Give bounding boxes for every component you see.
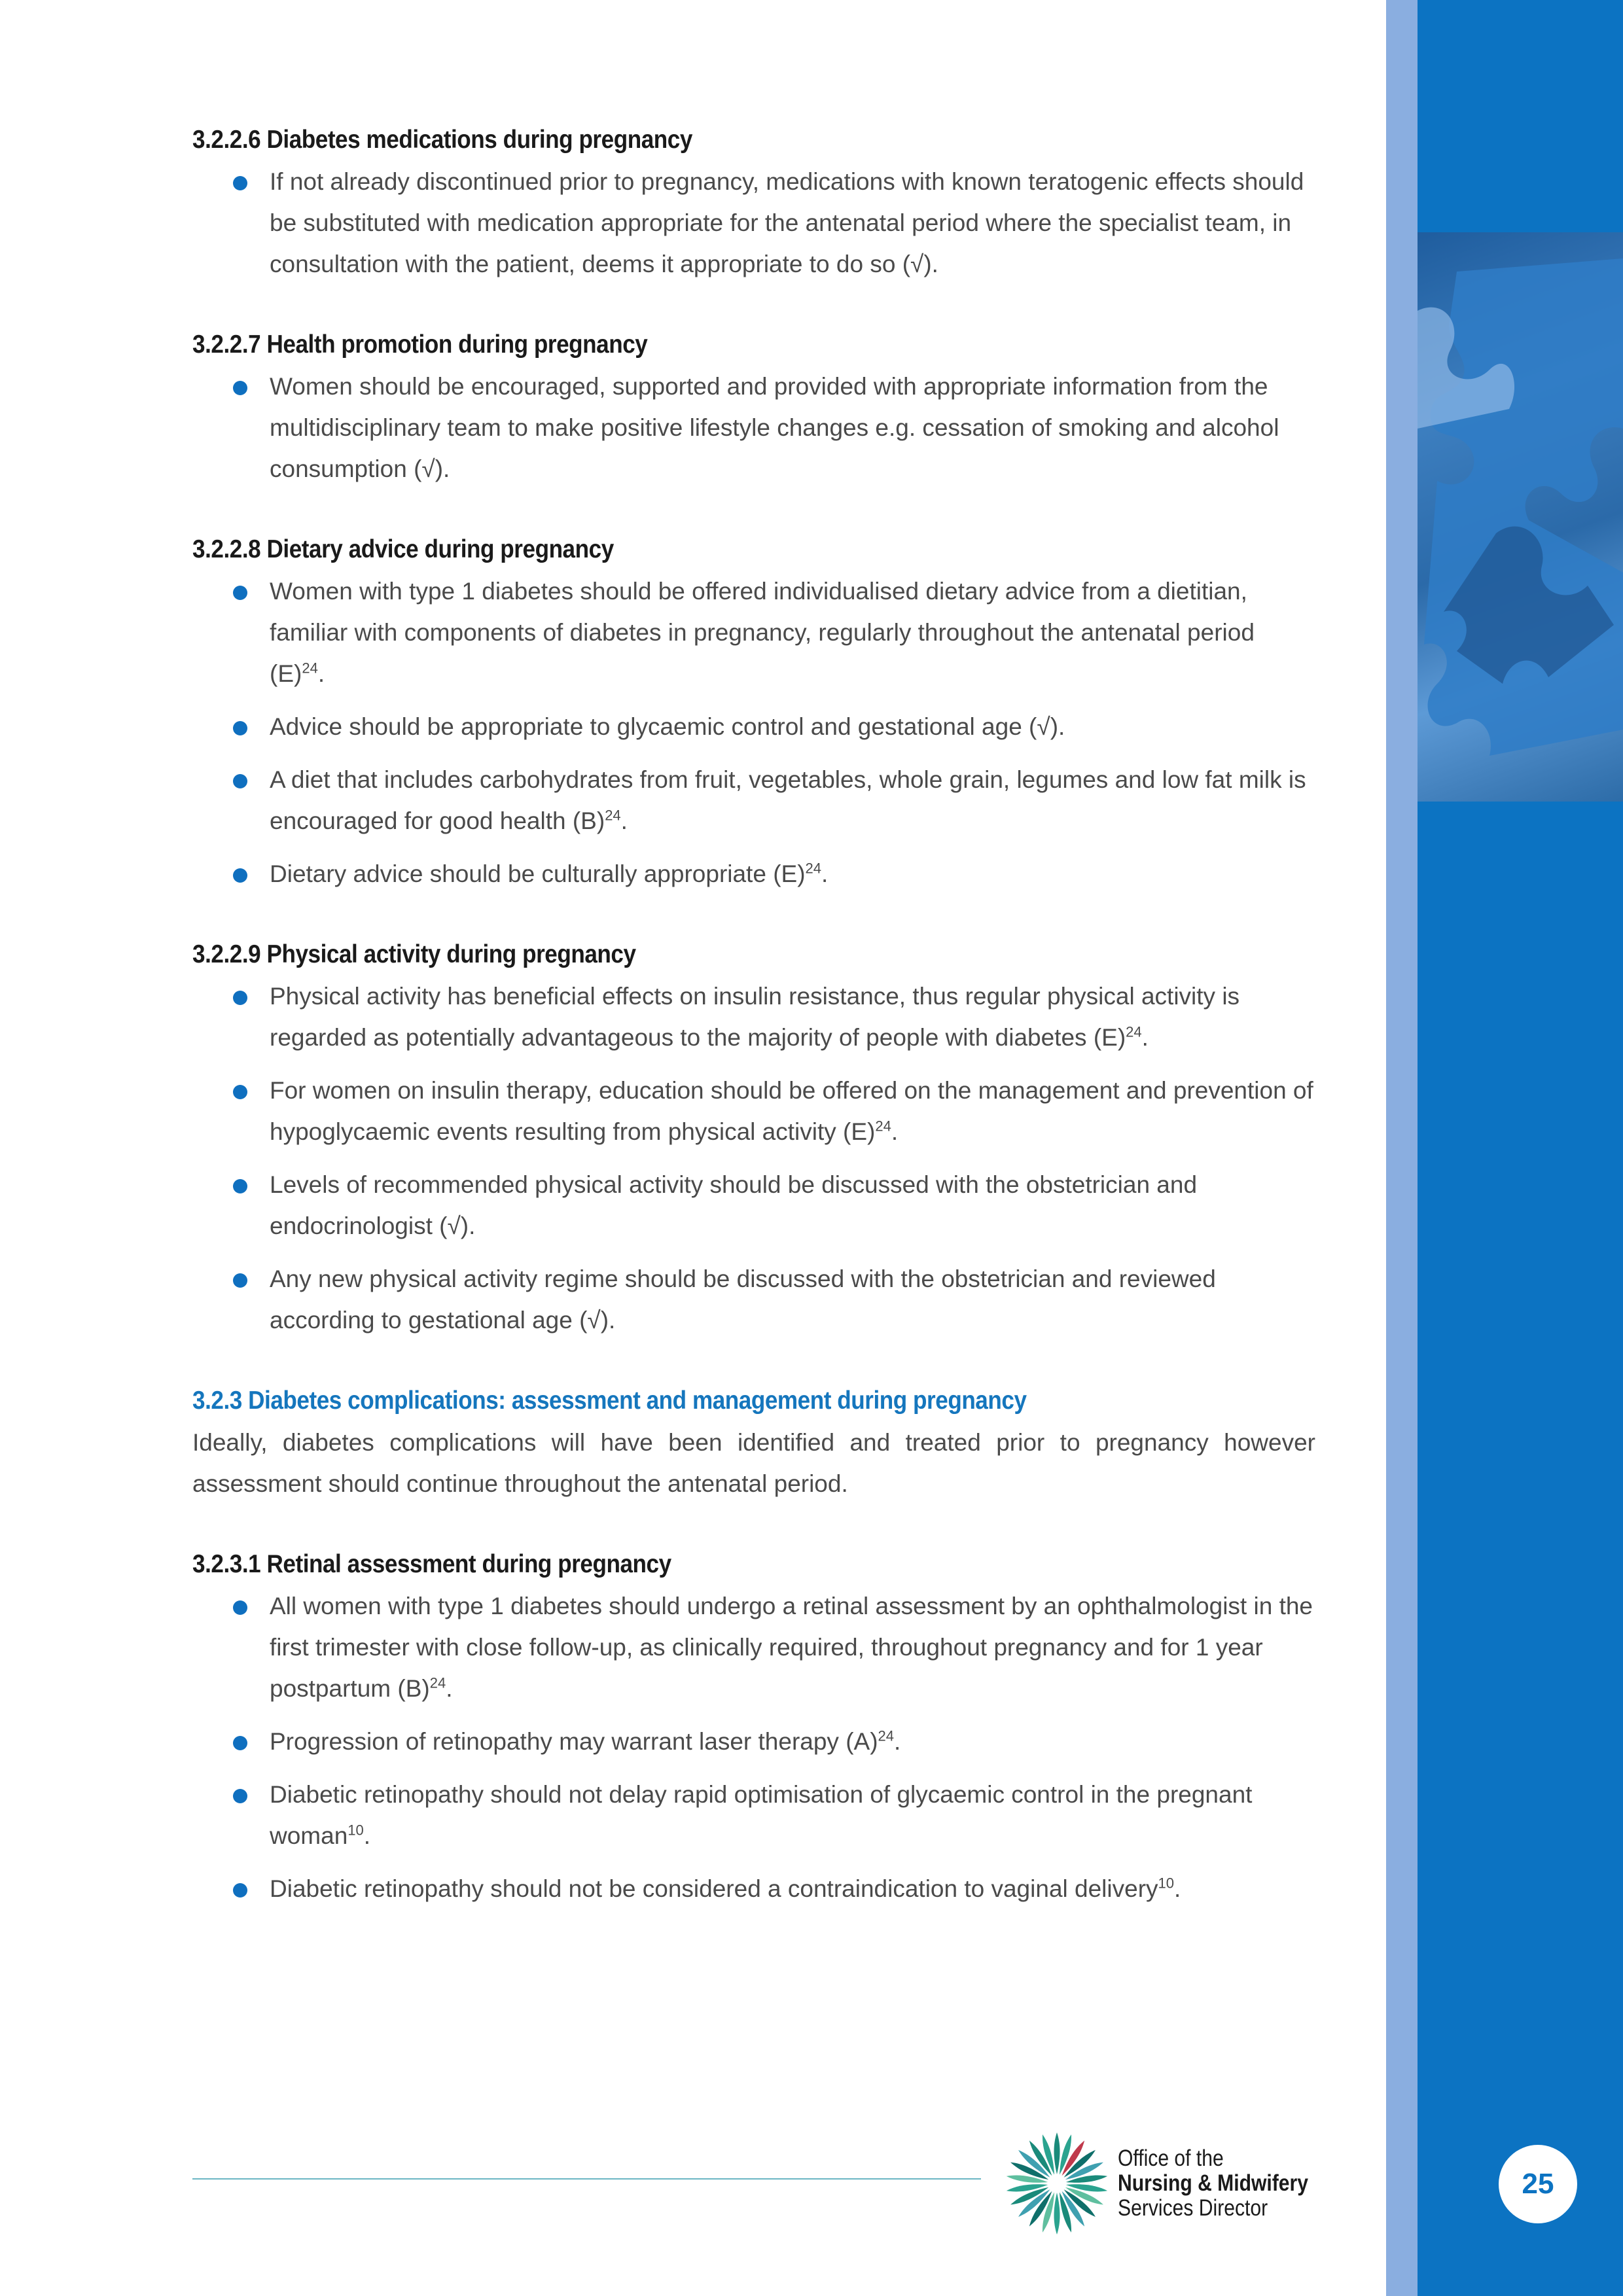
reference-superscript: 10 bbox=[348, 1822, 364, 1839]
list-item-end: . bbox=[446, 1675, 453, 1702]
reference-superscript: 24 bbox=[875, 1118, 891, 1135]
bullet-dot-icon bbox=[233, 1789, 247, 1803]
bullet-list bbox=[192, 1585, 1315, 1909]
list-item-text: Advice should be appropriate to glycaemic control and gestational age (√). bbox=[270, 713, 1065, 740]
list-item-end: . bbox=[1174, 1875, 1181, 1902]
bullet-dot-icon bbox=[233, 586, 247, 600]
list-item bbox=[192, 1164, 1315, 1246]
list-item-end: . bbox=[821, 860, 829, 887]
section bbox=[192, 535, 1315, 894]
section bbox=[192, 1386, 1315, 1504]
bullet-dot-icon bbox=[233, 774, 247, 788]
list-item bbox=[192, 1258, 1315, 1341]
footer-rule bbox=[192, 2178, 981, 2180]
bullet-list bbox=[192, 571, 1315, 894]
organisation-name bbox=[1118, 2146, 1308, 2221]
list-item bbox=[192, 161, 1315, 285]
bullet-dot-icon bbox=[233, 1883, 247, 1898]
hse-flower-logo-icon bbox=[1001, 2128, 1113, 2239]
section-heading: 3.2.3.1 Retinal assessment during pregnancy bbox=[192, 1550, 671, 1578]
bullet-dot-icon bbox=[233, 991, 247, 1005]
bullet-dot-icon bbox=[233, 381, 247, 395]
bullet-dot-icon bbox=[233, 1736, 247, 1750]
section bbox=[192, 330, 1315, 489]
reference-superscript: 24 bbox=[605, 807, 621, 824]
page-number: 25 bbox=[1499, 2145, 1577, 2223]
list-item-text: For women on insulin therapy, education should be offered on the management and prevention of hypoglycaemic events resulting from physical activity (E) bbox=[270, 1077, 1313, 1145]
org-line-1: Office of the bbox=[1118, 2146, 1224, 2171]
list-item bbox=[192, 1774, 1315, 1856]
list-item bbox=[192, 1868, 1315, 1909]
list-item-end: . bbox=[894, 1728, 901, 1755]
list-item-text: Levels of recommended physical activity should be discussed with the obstetrician and endocrinologist (√). bbox=[270, 1171, 1198, 1239]
list-item-end: . bbox=[620, 807, 628, 834]
bullet-dot-icon bbox=[233, 1273, 247, 1288]
list-item-end: . bbox=[363, 1822, 371, 1849]
list-item-text: All women with type 1 diabetes should undergo a retinal assessment by an ophthalmologist in the first trimester with close follow-up, as clinically required, throughout pregnancy and for 1 year postpartum (B) bbox=[270, 1593, 1313, 1702]
decorative-band-light bbox=[1386, 0, 1418, 2296]
list-item bbox=[192, 571, 1315, 694]
reference-superscript: 24 bbox=[878, 1727, 895, 1744]
reference-superscript: 24 bbox=[1126, 1023, 1142, 1040]
list-item bbox=[192, 1585, 1315, 1709]
bullet-list bbox=[192, 161, 1315, 285]
org-line-3: Services Director bbox=[1118, 2195, 1268, 2221]
list-item-text: Diabetic retinopathy should not be considered a contraindication to vaginal delivery bbox=[270, 1875, 1158, 1902]
bullet-dot-icon bbox=[233, 1600, 247, 1615]
org-line-2: Nursing & Midwifery bbox=[1118, 2170, 1309, 2196]
bullet-dot-icon bbox=[233, 721, 247, 735]
bullet-dot-icon bbox=[233, 1179, 247, 1193]
list-item bbox=[192, 706, 1315, 747]
main-content bbox=[192, 126, 1315, 1955]
list-item bbox=[192, 759, 1315, 841]
section-heading: 3.2.2.9 Physical activity during pregnancy bbox=[192, 940, 636, 968]
list-item-text: Women should be encouraged, supported and provided with appropriate information from the multidisciplinary team to make positive lifestyle changes e.g. cessation of smoking and alcohol consumption (√). bbox=[270, 373, 1279, 482]
reference-superscript: 10 bbox=[1158, 1875, 1174, 1892]
bullet-dot-icon bbox=[233, 176, 247, 190]
list-item-end: . bbox=[891, 1118, 899, 1145]
list-item-end: . bbox=[1141, 1024, 1149, 1051]
section bbox=[192, 126, 1315, 285]
puzzle-image bbox=[1418, 232, 1623, 802]
logo-petal bbox=[1054, 2193, 1060, 2234]
section-paragraph: Ideally, diabetes complications will have been identified and treated prior to pregnancy however assessment should continue throughout the antenatal period. bbox=[192, 1429, 1315, 1497]
reference-superscript: 24 bbox=[302, 660, 318, 677]
list-item-text: Physical activity has beneficial effects on insulin resistance, thus regular physical activity is regarded as potentially advantageous to the majority of people with diabetes (E) bbox=[270, 983, 1240, 1051]
logo-petal bbox=[1054, 2132, 1060, 2174]
section-heading: 3.2.2.8 Dietary advice during pregnancy bbox=[192, 535, 614, 563]
list-item bbox=[192, 366, 1315, 489]
reference-superscript: 24 bbox=[805, 860, 822, 877]
bullet-list bbox=[192, 976, 1315, 1341]
list-item-text: Diabetic retinopathy should not delay rapid optimisation of glycaemic control in the pregnant woman bbox=[270, 1781, 1253, 1849]
list-item-text: If not already discontinued prior to pregnancy, medications with known teratogenic effects should be substituted with medication appropriate for the antenatal period where the specialist team, in consultation with the patient, deems it appropriate to do so (√). bbox=[270, 168, 1304, 277]
list-item-end: . bbox=[317, 660, 325, 687]
reference-superscript: 24 bbox=[429, 1674, 446, 1691]
section-heading: 3.2.2.7 Health promotion during pregnancy bbox=[192, 330, 648, 359]
section-heading: 3.2.2.6 Diabetes medications during pregnancy bbox=[192, 126, 692, 154]
list-item bbox=[192, 853, 1315, 894]
list-item bbox=[192, 976, 1315, 1058]
list-item-text: Women with type 1 diabetes should be offered individualised dietary advice from a dietitian, familiar with components of diabetes in pregnancy, regularly throughout the antenatal period (E) bbox=[270, 578, 1255, 687]
list-item-text: Dietary advice should be culturally appropriate (E) bbox=[270, 860, 806, 887]
list-item bbox=[192, 1070, 1315, 1152]
bullet-dot-icon bbox=[233, 868, 247, 883]
bullet-dot-icon bbox=[233, 1085, 247, 1099]
section-heading: 3.2.3 Diabetes complications: assessment and management during pregnancy bbox=[192, 1386, 1027, 1415]
list-item-text: Progression of retinopathy may warrant laser therapy (A) bbox=[270, 1728, 878, 1755]
list-item-text: A diet that includes carbohydrates from fruit, vegetables, whole grain, legumes and low fat milk is encouraged for good health (B) bbox=[270, 766, 1306, 834]
list-item bbox=[192, 1721, 1315, 1762]
bullet-list bbox=[192, 366, 1315, 489]
list-item-text: Any new physical activity regime should be discussed with the obstetrician and reviewed according to gestational age (√). bbox=[270, 1265, 1216, 1333]
section bbox=[192, 1550, 1315, 1909]
section bbox=[192, 940, 1315, 1341]
